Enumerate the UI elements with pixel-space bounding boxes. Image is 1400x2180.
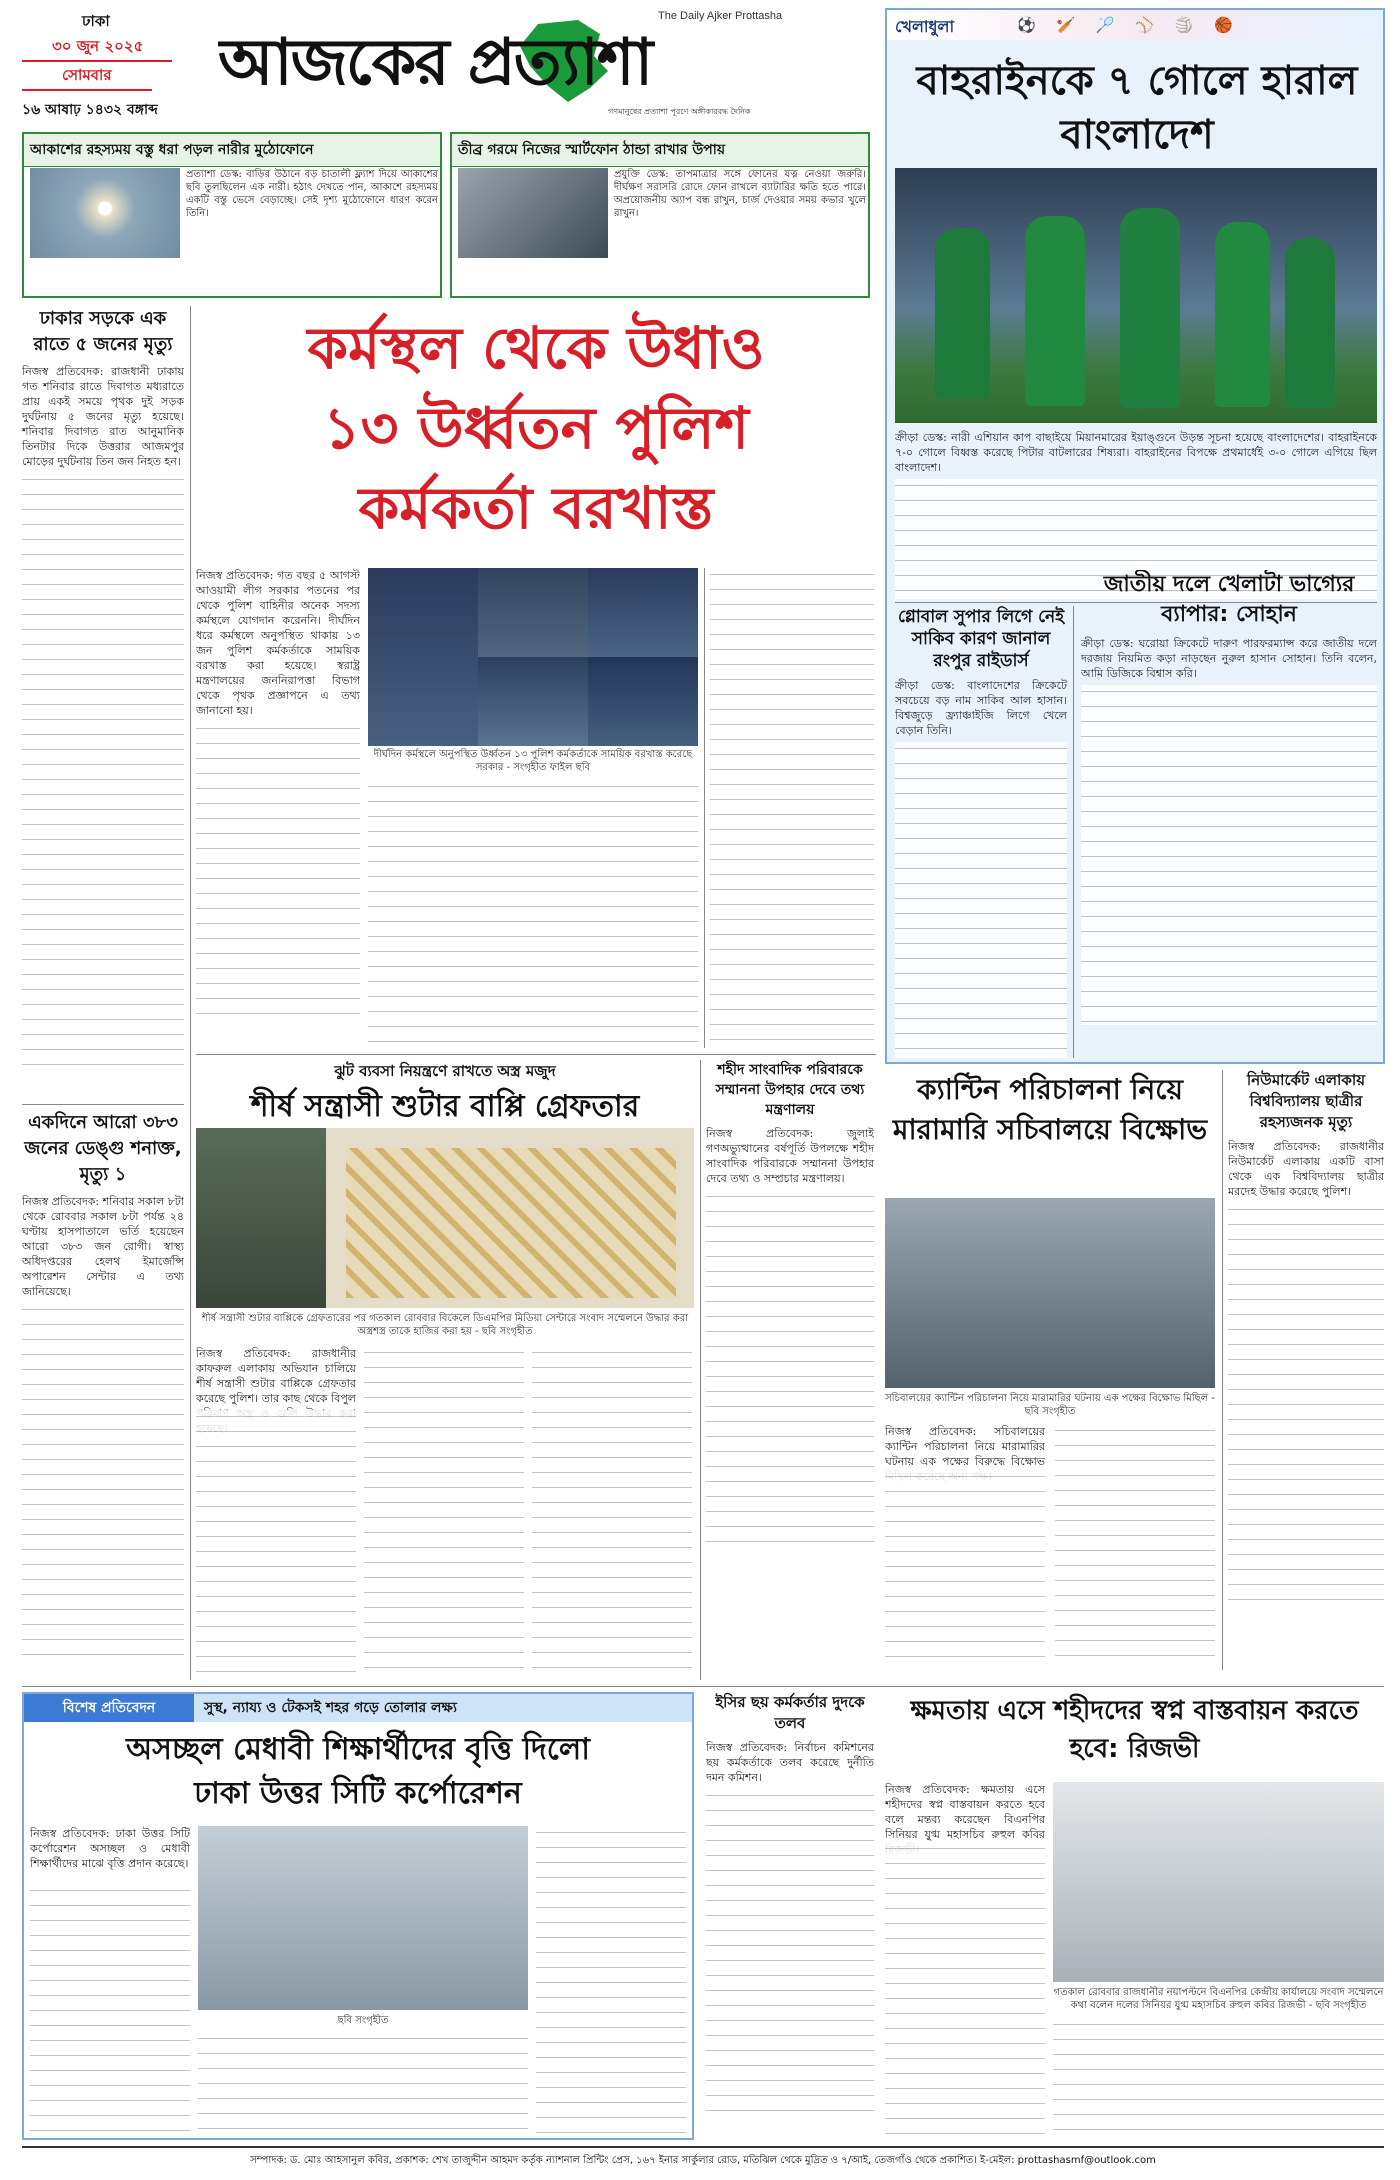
player-group xyxy=(935,208,1335,418)
lead-headline-3: কর্মকর্তা বরখাস্ত xyxy=(358,474,714,542)
bappi-headline: শীর্ষ সন্ত্রাসী শুটার বাপ্পি গ্রেফতার xyxy=(250,1089,640,1124)
rizvi-text: নিজস্ব প্রতিবেদক: ক্ষমতায় এসে শহীদদের স্বপ্ন বাস্তবায়ন করতে হবে বলে মন্তব্য করেছেন বিএনপির সিনিয়র যুগ্ম মহাসচিব রুহুল কবির xyxy=(885,1783,1045,1841)
special-report-bar xyxy=(24,1694,692,1722)
bappi-caption: শীর্ষ সন্ত্রাসী শুটার বাপ্পিকে গ্রেফতারের পর গতকাল রোববার বিকেলে ডিএমপির মিডিয়া সেন্টারে সংবাদ সম্মেলনে উদ্ধার করা অস্ত্রশস্ত্র তাকে হাজির করা হয় - ছবি সংগৃহীত xyxy=(201,1313,689,1337)
lead-headline-2: ১৩ উর্ধ্বতন পুলিশ xyxy=(323,394,749,462)
special-report xyxy=(22,1692,694,2140)
rizvi-story xyxy=(885,1692,1384,2140)
dhaka-road-headline: ঢাকার সড়কে এক রাতে ৫ জনের মৃত্যু xyxy=(33,308,173,355)
rizvi-caption: গতকাল রোববার রাজধানীর নয়াপল্টনে বিএনপির কেন্দ্রীয় কার্যালয়ে সংবাদ সম্মেলনে কথা বলেন দলের সিনিয়র যুগ্ম মহাসচিব রুহুল কবির রিজভী - ছবি সংগৃহীত xyxy=(1053,1987,1384,2011)
top-story-2-photo xyxy=(458,168,608,258)
special-report-headline-2: ঢাকা উত্তর সিটি কর্পোরেশন xyxy=(194,1776,522,1811)
newspaper-logo-text: আজকের প্রত্যাশা xyxy=(218,26,652,100)
bappi-text: নিজস্ব প্রতিবেদক: রাজধানীর কাফরুল এলাকায় অভিযান চালিয়ে শীর্ষ সন্ত্রাসী শুটার বাপ্পিকে গ্রেফতার করেছে পুলিশ। তার কাছ থেকে বিপুল xyxy=(196,1347,356,1405)
lead-story-col-1 xyxy=(196,568,360,1048)
lead-story-caption: দীর্ঘদিন কর্মস্থলে অনুপস্থিত উর্ধ্বতন ১৩ পুলিশ কর্মকর্তাকে সাময়িক বরখাস্ত করেছে সরকার - সংগৃহীত ফাইল ছবি xyxy=(373,749,693,773)
masthead-tagline: গণমানুষের প্রত্যাশা পূরণে অঙ্গীকারবদ্ধ দৈনিক xyxy=(608,107,751,116)
masthead-city: ঢাকা xyxy=(82,12,110,30)
lead-story-col-2 xyxy=(368,780,698,1048)
bappi-kicker: ঝুট ব্যবসা নিয়ন্ত্রণে রাখতে অস্ত্র মজুদ xyxy=(334,1062,556,1080)
masthead-bangla-date: ১৬ আষাঢ় ১৪৩২ বঙ্গাব্দ xyxy=(22,102,158,118)
newspaper-logo xyxy=(218,16,823,106)
top-story-1-photo xyxy=(30,168,180,258)
masthead xyxy=(18,6,873,124)
special-report-headline-1: অসচ্ছল মেধাবী শিক্ষার্থীদের বৃত্তি দিলো xyxy=(126,1732,590,1767)
rizvi-photo xyxy=(1053,1782,1384,1982)
masthead-date: ৩০ জুন ২০২৫ xyxy=(22,35,172,62)
lead-story-headline-block xyxy=(196,308,876,558)
top-story-2-headline: তীব্র গরমে নিজের স্মার্টফোন ঠান্ডা রাখার উপায় xyxy=(452,134,868,167)
newmarket-text: নিজস্ব প্রতিবেদক: রাজধানীর নিউমার্কেট এলাকায় একটি বাসা থেকে এক বিশ্ববিদ্যালয় ছাত্রীর মরদেহ উদ্ধার করেছে পুলিশ। xyxy=(1228,1140,1384,1198)
dhaka-road-story xyxy=(22,306,184,1098)
top-story-1-text: প্রত্যাশা ডেস্ক: বাড়ির উঠানে বড় চাতালী ফ্ল্যাশ দিয়ে আকাশের ছবি তুলছিলেন এক নারী। হঠাৎ দেখতে পান, আকাশে রহস্যময় একটি বস্তু ভেসে বেড়াচ্ছে। সেই দৃশ্য মুঠোফোনে ধারণ করেন তিনি। xyxy=(186,169,438,219)
masthead-weekday: সোমবার xyxy=(22,64,152,91)
martyr-story xyxy=(706,1060,874,1672)
tax-headline: ইসির ছয় কর্মকর্তার দুদকে তলব xyxy=(715,1693,865,1732)
date-box xyxy=(22,10,212,94)
tax-story xyxy=(706,1692,874,2140)
sports-icons-strip: ⚽ 🏏 🏸 ⚾ 🏐 🏀 xyxy=(1017,16,1241,34)
special-report-photo xyxy=(198,1826,528,2010)
english-name: The Daily Ajker Prottasha xyxy=(658,10,783,22)
rizvi-headline: ক্ষমতায় এসে শহীদদের স্বপ্ন বাস্তবায়ন করতে হবে: রিজভী xyxy=(910,1696,1359,1764)
footer-text: সম্পাদক: ড. মোঃ আহসানুল কবির, প্রকাশক: শেখ তাজুদ্দীন আহমদ কর্তৃক ন্যাশনাল প্রিন্টিং প্রেস, ১৬৭ ইনার সার্কুলার রোড, মতিঝিল থেকে মুদ্রিত ও ৭/আই, তেজগাঁও থেকে প্রকাশিত। ই-মেইল: prottashasmf@outlook.com xyxy=(250,2155,1156,2166)
top-story-2 xyxy=(450,132,870,298)
sports-label: খেলাধুলা xyxy=(895,17,955,36)
sohan-headline: জাতীয় দলে খেলাটা ভাগ্যের ব্যাপার: সোহান xyxy=(1103,572,1355,627)
lead-story-col-3 xyxy=(710,568,874,1048)
canteen-story xyxy=(885,1070,1215,1670)
lead-story-photo xyxy=(368,568,698,746)
martyr-headline: শহীদ সাংবাদিক পরিবারকে সম্মাননা উপহার দেবে তথ্য মন্ত্রণালয় xyxy=(715,1062,865,1118)
canteen-headline: ক্যান্টিন পরিচালনা নিয়ে মারামারি সচিবালয়ে বিক্ষোভ xyxy=(892,1073,1208,1146)
top-story-1 xyxy=(22,132,442,298)
sports-label-bar xyxy=(887,10,1383,40)
lead-headline-1: কর্মস্থল থেকে উধাও xyxy=(307,314,765,382)
canteen-photo xyxy=(885,1198,1215,1388)
shakib-story xyxy=(895,606,1067,1058)
tax-text: নিজস্ব প্রতিবেদক: নির্বাচন কমিশনের ছয় কর্মকর্তাকে তলব করেছে দুর্নীতি দমন কমিশন। xyxy=(706,1741,874,1784)
bappi-photo xyxy=(196,1128,694,1308)
lead-story-text: নিজস্ব প্রতিবেদক: গত বছর ৫ আগস্ট আওয়ামী লীগ সরকার পতনের পর থেকে পুলিশ বাহিনীর অনেক সদস্য কর্মস্থলে যোগদান করেননি। দীর্ঘদিন ধরে কর্মস্থলে অনুপস্থিত থাকায় ১৩ জন পুলিশ কর্মকর্তাকে সাময়িক বরখাস্ত করা হয়েছে। স্বরাষ্ট্র মন্ত্রণালয়ের জননিরাপত্তা বিভাগ থেকে পৃথক প্রজ্ঞাপনে এ তথ্য জানানো হয়। xyxy=(196,569,360,717)
canteen-text: নিজস্ব প্রতিবেদক: সচিবালয়ের ক্যান্টিন পরিচালনা নিয়ে মারামারির ঘটনায় এক পক্ষের বিরুদ্ধে বিক্ষোভ xyxy=(885,1425,1045,1468)
special-report-text: নিজস্ব প্রতিবেদক: ঢাকা উত্তর সিটি কর্পোরেশন অসচ্ছল ও মেধাবী শিক্ষার্থীদের মাঝে বৃত্তি প্রদান করেছে। xyxy=(30,1827,190,1870)
shakib-lead: ক্রীড়া ডেস্ক: বাংলাদেশের ক্রিকেটে সবচেয়ে বড় নাম সাকিব আল হাসান। বিশ্বজুড়ে ফ্র্যাঞ্চাইজি লিগে খেলে বেড়ান তিনি। xyxy=(895,679,1067,737)
sports-photo xyxy=(895,168,1377,423)
martyr-text: নিজস্ব প্রতিবেদক: জুলাই গণঅভ্যুত্থানের বর্ষপূর্তি উপলক্ষে শহীদ সাংবাদিক পরিবারকে সম্মাননা উপহার দেবে তথ্য ও সম্প্রচার মন্ত্রণালয়। xyxy=(706,1127,874,1185)
special-report-label: বিশেষ প্রতিবেদন xyxy=(24,1694,194,1722)
sports-panel xyxy=(885,8,1385,1064)
newmarket-headline: নিউমার্কেট এলাকায় বিশ্ববিদ্যালয় ছাত্রীর রহস্যজনক মৃত্যু xyxy=(1246,1071,1366,1131)
sports-headline: বাহরাইনকে ৭ গোলে হারাল বাংলাদেশ xyxy=(916,58,1358,158)
bappi-story xyxy=(196,1060,694,1680)
top-story-2-text: প্রযুক্তি ডেস্ক: তাপমাত্রার সঙ্গে ফোনের যত্ন নেওয়া জরুরি। দীর্ঘক্ষণ সরাসরি রোদে ফোন রাখলে ব্যাটারির ক্ষতি হতে পারে। অপ্রয়োজনীয় অ্যাপ বন্ধ রাখুন, চার্জ দেওয়ার সময় কভার খুলে রাখুন। xyxy=(614,169,866,219)
shakib-headline: গ্লোবাল সুপার লিগে নেই সাকিব কারণ জানাল রংপুর রাইডার্স xyxy=(897,607,1065,671)
canteen-caption: সচিবালয়ের ক্যান্টিন পরিচালনা নিয়ে মারামারির ঘটনায় এক পক্ষের বিক্ষোভ মিছিল - ছবি সংগৃহীত xyxy=(885,1393,1215,1417)
dengue-story xyxy=(22,1110,184,1680)
sports-lead: ক্রীড়া ডেস্ক: নারী এশিয়ান কাপ বাছাইয়ে মিয়ানমারের ইয়াঙ্গুনে উড়ন্ত সূচনা হয়েছে বাংলাদেশের। বাহরাইনকে ৭-০ গোলে বিধ্বস্ত করেছে পিটার বাটলারের শিষ্যরা। বাহরাইনের বিপক্ষে প্রথমার্ধেই ৩-০ গোলে এগিয়ে ছিল বাংলাদেশ। xyxy=(895,431,1377,474)
special-report-kicker: সুস্থ, ন্যায্য ও টেকসই শহর গড়ে তোলার লক্ষ্য xyxy=(204,1700,457,1716)
footer xyxy=(22,2146,1384,2174)
newmarket-story xyxy=(1228,1070,1384,1670)
dhaka-road-text: নিজস্ব প্রতিবেদক: রাজধানী ঢাকায় গত শনিবার রাতে দিবাগত মধ্যরাতে প্রায় একই সময়ে পৃথক দুই সড়ক দুর্ঘটনায় ৫ জনের মৃত্যু হয়েছে। শনিবার দিবাগত রাত আনুমানিক তিনটার দিকে উত্তরার আজমপুর মোড়ের দুর্ঘটনায় তিন জন নিহত হন। xyxy=(22,365,184,468)
dengue-headline: একদিনে আরো ৩৮৩ জনের ডেঙ্গু শনাক্ত, মৃত্যু ১ xyxy=(24,1112,182,1185)
special-report-caption: ছবি সংগৃহীত xyxy=(337,2015,389,2026)
sohan-story xyxy=(1081,570,1377,1058)
top-story-1-headline: আকাশের রহস্যময় বস্তু ধরা পড়ল নারীর মুঠোফোনে xyxy=(24,134,440,167)
dengue-text: নিজস্ব প্রতিবেদক: শনিবার সকাল ৮টা থেকে রোববার সকাল ৮টা পর্যন্ত ২৪ ঘণ্টায় হাসপাতালে ভর্তি হয়েছেন আরো ৩৮৩ জন রোগী। স্বাস্থ্য অধিদপ্তরের হেলথ ইমার্জেন্সি অপারেশন সেন্টার এ তথ্য জানিয়েছে। xyxy=(22,1195,184,1298)
sohan-lead: ক্রীড়া ডেস্ক: ঘরোয়া ক্রিকেটে দারুণ পারফরম্যান্স করে জাতীয় দলে দরজায় নিয়মিত কড়া নাড়ছেন নুরুল হাসান সোহান। তিনি বলেন, আমি ডিজিকে বিশ্বাস করি। xyxy=(1081,637,1377,680)
